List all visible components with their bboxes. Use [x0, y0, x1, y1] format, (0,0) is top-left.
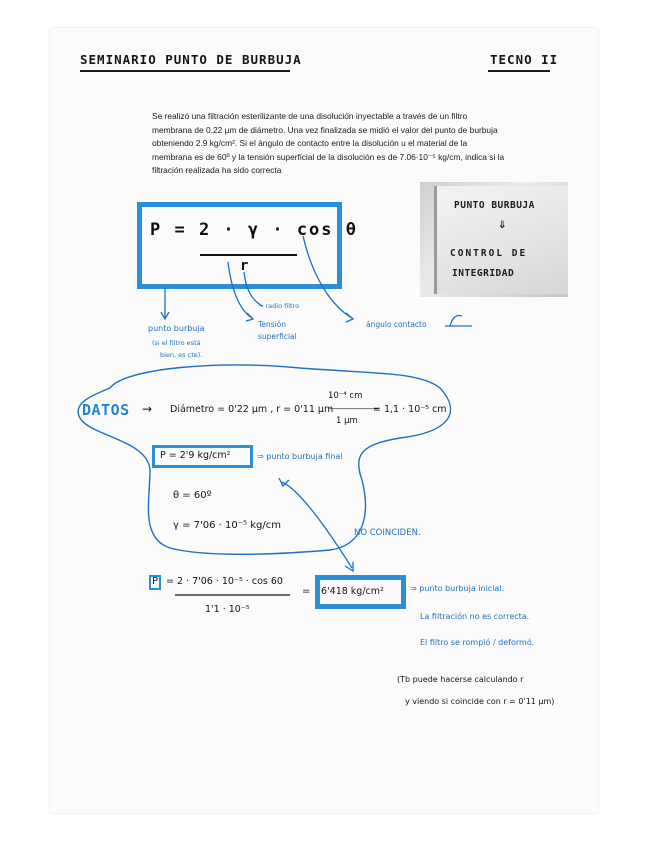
arrow-angulo [303, 236, 352, 318]
statement-line: filtración realizada ha sido correcta [152, 165, 282, 175]
photo-text-integridad: INTEGRIDAD [452, 268, 515, 279]
calc-note-initial: ⇒ punto burbuja inicial. [410, 584, 505, 593]
label-angulo: ángulo contacto [366, 320, 427, 329]
datos-conversion-denominator: 1 µm [336, 416, 358, 426]
calc-denominator: 1'1 · 10⁻⁵ [205, 604, 250, 615]
page-title: SEMINARIO PUNTO DE BURBUJA [80, 52, 302, 67]
calc-note-alt1: (Tb puede hacerse calculando r [397, 675, 524, 684]
label-tension-2: superficial [258, 332, 297, 341]
datos-gamma: γ = 7'06 · 10⁻⁵ kg/cm [173, 520, 281, 531]
datos-arrow: → [142, 402, 153, 416]
datos-p-final: P = 2'9 kg/cm² [160, 450, 231, 461]
photo-text-control: CONTROL DE [450, 248, 528, 259]
photo-text-punto-burbuja: PUNTO BURBUJA [454, 200, 535, 211]
label-punto-note1: (si el filtro está [152, 339, 201, 347]
datos-theta: θ = 60º [173, 490, 212, 501]
subject-label: TECNO II [490, 52, 559, 67]
calc-note-incorrect: La filtración no es correcta. [420, 612, 530, 621]
formula-denominator: r [240, 258, 249, 274]
label-punto-note2: bien, es cte). [160, 351, 203, 359]
statement-line: membrana es de 60º y la tensión superficial de la disolución es de 7.06·10⁻⁵ kg/cm, indica si la [152, 151, 505, 162]
no-coinciden-arrow [282, 482, 352, 568]
datos-heading: DATOS [82, 401, 130, 419]
statement-line: obteniendo 2.9 kg/cm². Si el ángulo de contacto entre la disolución u el material de la [152, 138, 468, 148]
calc-note-broken: El filtro se rompió / deformó. [420, 638, 535, 647]
statement-line: membrana de 0.22 µm de diámetro. Una vez finalizada se midió el valor del punto de burbuja [152, 124, 498, 135]
no-coinciden-label: NO COINCIDEN. [354, 528, 421, 538]
label-tension-1: Tensión [258, 320, 287, 329]
datos-conversion-numerator: 10⁻⁴ cm [328, 391, 363, 401]
calc-note-alt2: y viendo si coincide con r = 0'11 µm) [405, 697, 555, 706]
datos-diametro: Diámetro = 0'22 µm , r = 0'11 µm [170, 404, 334, 415]
datos-p-final-note: ⇒ punto burbuja final [257, 452, 343, 461]
calc-result: 6'418 kg/cm² [321, 586, 384, 597]
angle-icon [445, 315, 472, 326]
photo-arrow: ⇓ [498, 216, 507, 232]
formula-numerator: P = 2 · γ · cos θ [150, 220, 358, 240]
calc-p-label: P [152, 576, 159, 587]
datos-conversion-result: = 1,1 · 10⁻⁵ cm [373, 404, 447, 415]
label-radio: → radio filtro [258, 302, 300, 310]
calc-numerator: = 2 · 7'06 · 10⁻⁵ · cos 60 [166, 576, 283, 587]
label-punto-burbuja: punto burbuja [148, 324, 205, 333]
datos-conversion-line: ——————— [329, 404, 378, 413]
statement-line: Se realizó una filtración esterilizante de una disolución inyectable a través de un filtro [152, 111, 468, 121]
calc-equals: = [302, 586, 311, 597]
arrow-radio [244, 272, 262, 306]
